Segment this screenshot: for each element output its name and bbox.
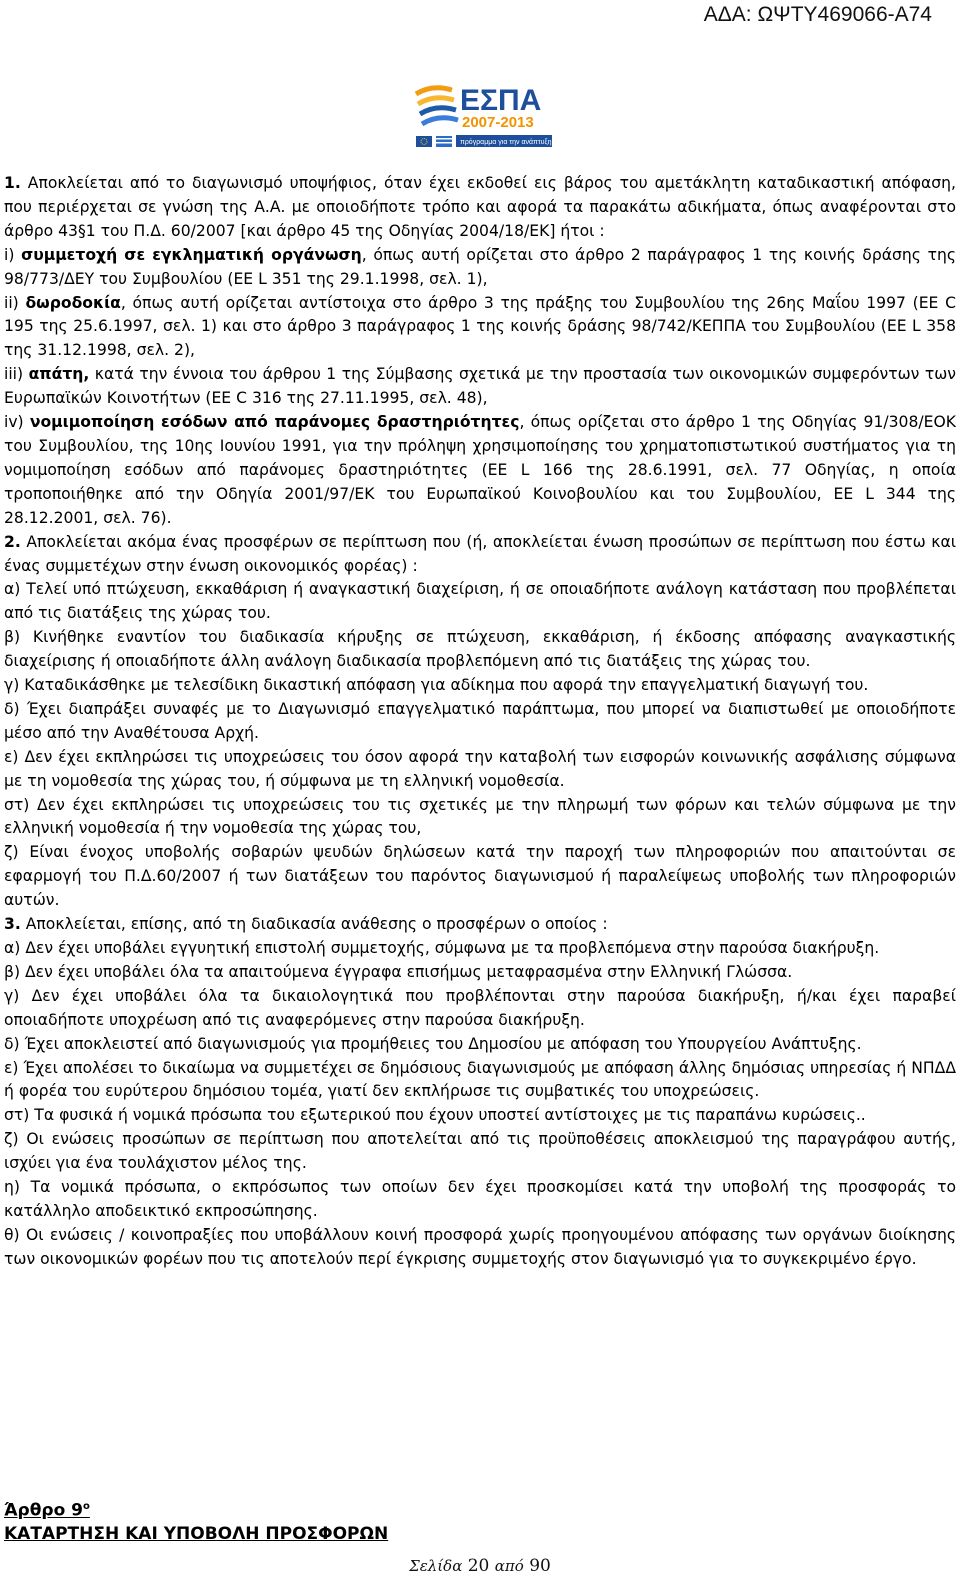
- section-3-item: ε) Έχει απολέσει το δικαίωμα να συμμετέχει σε δημόσιους διαγωνισμούς με απόφαση άλλης δημόσιας υπηρεσίας ή ΝΠΔΔ ή φορέα του ευρύτερου δημόσιου τομέα, γιατί δεν εκπλήρωσε τις συμβατικές του υποχρεώσεις.: [4, 1058, 956, 1101]
- section-1-item-ii: [4, 292, 956, 364]
- section-3-item: β) Δεν έχει υποβάλει όλα τα απαιτούμενα έγγραφα επισήμως μεταφρασμένα στην Ελληνική Γλώσσα.: [4, 962, 793, 981]
- section-2-item: ε) Δεν έχει εκπληρώσει τις υποχρεώσεις του όσον αφορά την καταβολή των εισφορών κοινωνικής ασφάλισης σύμφωνα με τη νομοθεσία της χώρας του, ή σύμφωνα με τη ελληνική νομοθεσία.: [4, 747, 956, 790]
- section-number: 1.: [4, 174, 21, 192]
- espa-logo: [414, 80, 556, 150]
- section-2-item: β) Κινήθηκε εναντίον του διαδικασία κήρυξης σε πτώχευση, εκκαθάριση, ή έκδοσης απόφασης αναγκαστικής διαχείρισης ή οποιαδήποτε άλλη ανάλογη διαδικασία προβλεπόμενη από τις διατάξεις της χώρας του.: [4, 628, 956, 671]
- paragraph-text: Αποκλείεται, επίσης, από τη διαδικασία ανάθεσης ο προσφέρων ο οποίος :: [20, 915, 608, 934]
- logo-title: ΕΣΠΑ: [460, 84, 542, 117]
- item-marker: i): [4, 245, 22, 264]
- eu-flag-icon: [416, 136, 432, 147]
- page-footer: [0, 1556, 960, 1576]
- logo-swooshes: [416, 88, 458, 124]
- greek-flag-icon: [436, 136, 452, 147]
- section-2-item: α) Τελεί υπό πτώχευση, εκκαθάριση ή αναγκαστική διαχείριση, ή σε οποιαδήποτε ανάλογη κατάσταση που προβλέπεται από τις διατάξεις της χώρας του.: [4, 580, 956, 623]
- section-1-item-iv: [4, 411, 956, 531]
- item-text: , όπως αυτή ορίζεται στο άρθρο 2 παράγραφος 1 της κοινής δράσης της 98/773/ΔΕΥ του Συμβουλίου (ΕΕ L 351 της 29.1.1998, σελ. 1),: [4, 245, 956, 288]
- ada-code: ΑΔΑ: ΩΨΤΥ469066-Α74: [703, 3, 932, 26]
- article-title: [4, 1495, 388, 1523]
- section-2-intro: [4, 531, 956, 579]
- article-heading: [4, 1495, 388, 1546]
- item-marker: ii): [4, 293, 26, 312]
- article-subtitle: ΚΑΤΑΡΤΗΣΗ ΚΑΙ ΥΠΟΒΟΛΗ ΠΡΟΣΦΟΡΩΝ: [4, 1523, 389, 1544]
- item-marker: iii): [4, 365, 29, 384]
- section-number: 3.: [4, 915, 21, 934]
- section-number: 2.: [4, 532, 21, 551]
- paragraph-text: Αποκλείεται από το διαγωνισμό υποψήφιος, όταν έχει εκδοθεί εις βάρος του αμετάκλητη καταδικαστική απόφαση, που περιέρχεται σε γνώση της Α.Α. με οποιοδήποτε τρόπο και αφορά τα παρακάτω αδικήματα, όπως αναφέρονται στο άρθρο 43§1 του Π.Δ. 60/2007 [και άρθρο 45 της Οδηγίας 2004/18/ΕΚ] ήτοι :: [4, 174, 956, 240]
- section-1-intro: [4, 172, 956, 244]
- section-3-item: α) Δεν έχει υποβάλει εγγυητική επιστολή συμμετοχής, σύμφωνα με τα προβλεπόμενα στην παρούσα διακήρυξη.: [4, 939, 880, 957]
- item-bold: απάτη,: [28, 365, 90, 384]
- section-1-item-i: [4, 244, 956, 292]
- section-2-item: γ) Καταδικάσθηκε με τελεσίδικη δικαστική απόφαση για αδίκημα που αφορά την επαγγελματική διαγωγή του.: [4, 676, 869, 695]
- item-bold: νομιμοποίηση εσόδων από παράνομες δραστηριότητες: [29, 413, 520, 432]
- item-marker: iv): [4, 413, 30, 432]
- section-2-item: ζ) Είναι ένοχος υποβολής σοβαρών ψευδών δηλώσεων κατά την παροχή των πληροφοριών που απαιτούνται σε εφαρμογή του Π.Δ.60/2007 ή των διατάξεων του παρόντος διαγωνισμού ή παραλείψεως υποβολής των πληροφοριών αυτών.: [4, 843, 956, 910]
- section-3-item: η) Τα νομικά πρόσωπα, ο εκπρόσωπος των οποίων δεν έχει προσκομίσει κατά την υποβολή της προσφοράς το κατάλληλο αποδεικτικό εκπροσώπησης.: [4, 1178, 956, 1220]
- section-3-item: στ) Τα φυσικά ή νομικά πρόσωπα του εξωτερικού που έχουν υποστεί αντίστοιχες με τις παραπάνω κυρώσεις..: [4, 1106, 866, 1125]
- paragraph-text: Αποκλείεται ακόμα ένας προσφέρων σε περίπτωση που (ή, αποκλείεται ένωση προσώπων σε περίπτωση που έστω και ένας συμμετέχων στην ένωση οικονομικός φορέας) :: [4, 532, 956, 575]
- section-3-intro: [4, 913, 956, 937]
- section-2-item: στ) Δεν έχει εκπληρώσει τις υποχρεώσεις του τις σχετικές με την πληρωμή των φόρων και τελών σύμφωνα με την ελληνική νομοθεσία ή την νομοθεσία της χώρας του,: [4, 795, 956, 838]
- section-2-item: δ) Έχει διαπράξει συναφές με το Διαγωνισμό επαγγελματικό παράπτωμα, που μπορεί να διαπιστωθεί με οποιοδήποτε μέσο από την Αναθέτουσα Αρχή.: [4, 699, 956, 742]
- section-3-item: θ) Οι ενώσεις / κοινοπραξίες που υποβάλλουν κοινή προσφορά χωρίς προηγουμένου απόφασης των οργάνων διοίκησης των οικονομικών φορέων που τις αποτελούν περί έγκρισης συμμετοχής στον διαγωνισμό για το συγκεκριμένο έργο.: [4, 1225, 956, 1268]
- item-bold: συμμετοχή σε εγκληματική οργάνωση: [21, 245, 362, 264]
- logo-tagline: πρόγραμμα για την ανάπτυξη: [460, 139, 552, 146]
- logo-years: 2007-2013: [462, 114, 534, 131]
- article-title-text: Άρθρο 9: [4, 1500, 83, 1521]
- article-title-sup: ο: [83, 1501, 90, 1512]
- page-total: 90: [529, 1556, 551, 1576]
- page-word: Σελίδα: [409, 1557, 463, 1575]
- section-3-item: γ) Δεν έχει υποβάλει όλα τα δικαιολογητικά που προβλέπονται στην παρούσα διακήρυξη, ή/και έχει παραβεί οποιαδήποτε υποχρέωση από τις αναφερόμενες στην παρούσα διακήρυξη.: [4, 986, 956, 1029]
- document-body: [4, 172, 956, 1272]
- item-text: , όπως αυτή ορίζεται αντίστοιχα στο άρθρο 3 της πράξης του Συμβουλίου της 26ης Μαΐου 1997 (ΕΕ C 195 της 25.6.1997, σελ. 1) και στο άρθρο 3 παράγραφος 1 της κοινής δράσης 98/742/ΚΕΠΠΑ του Συμβουλίου (ΕΕ L 358 της 31.12.1998, σελ. 2),: [4, 293, 956, 360]
- section-3-item: δ) Έχει αποκλειστεί από διαγωνισμούς για προμήθειες του Δημοσίου με απόφαση του Υπουργείου Ανάπτυξης.: [4, 1034, 862, 1053]
- of-word: από: [494, 1557, 524, 1575]
- item-bold: δωροδοκία: [25, 293, 121, 312]
- item-text: κατά την έννοια του άρθρου 1 της Σύμβασης σχετικά με την προστασία των οικονομικών συμφερόντων των Ευρωπαϊκών Κοινοτήτων (ΕΕ C 316 της 27.11.1995, σελ. 48),: [4, 365, 956, 408]
- section-3-item: ζ) Οι ενώσεις προσώπων σε περίπτωση που αποτελείται από τις προϋποθέσεις αποκλεισμού της παραγράφου αυτής, ισχύει για ένα τουλάχιστον μέλος της.: [4, 1130, 956, 1173]
- page-number: 20: [467, 1556, 490, 1576]
- section-1-item-iii: [4, 363, 956, 411]
- item-text: , όπως ορίζεται στο άρθρο 1 της Οδηγίας 91/308/ΕΟΚ του Συμβουλίου, της 10ης Ιουνίου 1991, για την πρόληψη χρησιμοποίησης του χρηματοπιστωτικού συστήματος για τη νομιμοποίηση εσόδων από παράνομες δραστηριότητες (ΕΕ L 166 της 28.6.1991, σελ. 77 Οδηγίας, η οποία τροποποιήθηκε από την Οδηγία 2001/97/ΕΚ του Ευρωπαϊκού Κοινοβουλίου και του Συμβουλίου, ΕΕ L 344 της 28.12.2001, σελ. 76).: [4, 413, 956, 527]
